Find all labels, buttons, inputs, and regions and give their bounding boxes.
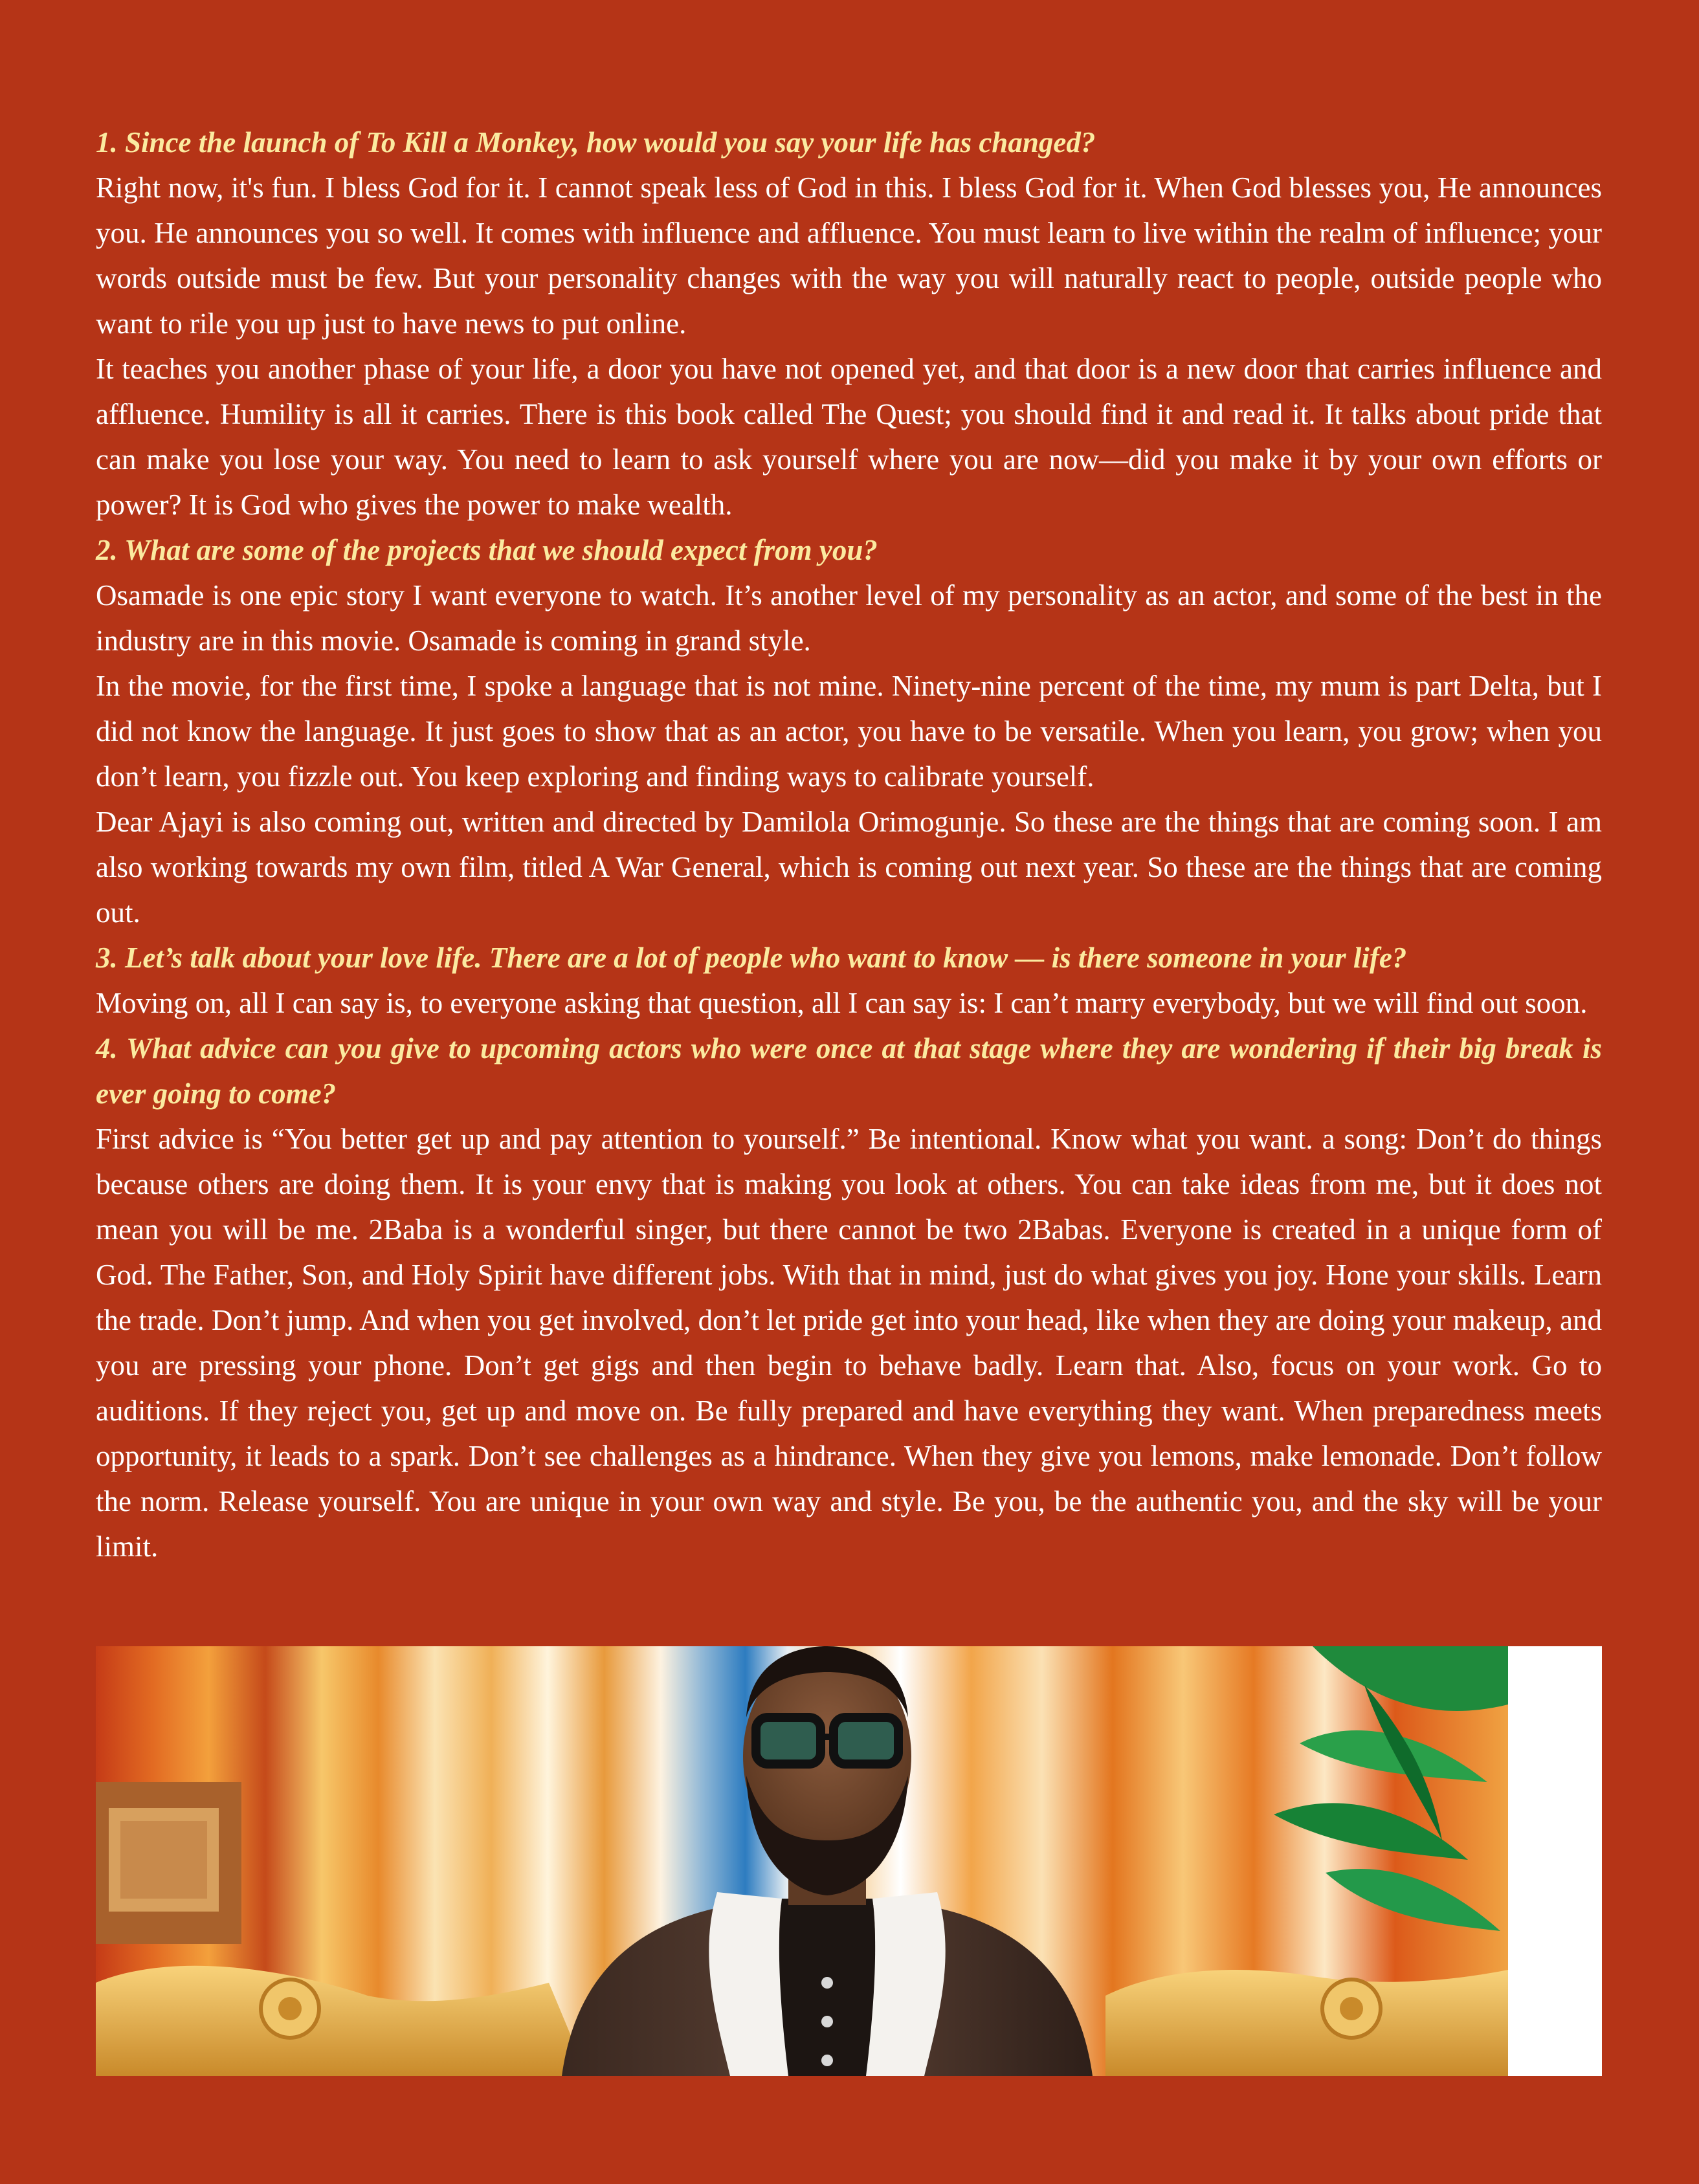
question-4: 4. What advice can you give to upcoming actors who were once at that stage where they are wondering if their big break is ever going to come? — [96, 1032, 1602, 1110]
answer-2-paragraph-1: Osamade is one epic story I want everyone to watch. It’s another level of my personality as an actor, and some of the best in the industry are in this movie. Osamade is coming in grand style. — [96, 579, 1602, 657]
answer-4-paragraph-1: First advice is “You better get up and pay attention to yourself.” Be intentional. Know what you want. a song: Don’t do things because others are doing them. It is your envy that is making you look at others. You can take ideas from me, but it does not mean you will be me. 2Baba is a wonderful singer, but there cannot be two 2Babas. Everyone is created in a unique form of God. The Father, Son, and Holy Spirit have different jobs. With that in mind, just do what gives you joy. Hone your skills. Learn the trade. Don’t jump. And when you get involved, don’t let pride get into your head, like when they are doing your makeup, and you are pressing your phone. Don’t get gigs and then begin to behave badly. Learn that. Also, focus on your work. Go to auditions. If they reject you, get up and move on. Be fully prepared and have everything they want. When preparedness meets opportunity, it leads to a spark. Don’t see challenges as a hindrance. When they give you lemons, make lemonade. Don’t follow the norm. Release yourself. You are unique in your own way and style. Be you, be the authentic you, and the sky will be your limit. — [96, 1123, 1602, 1563]
question-2: 2. What are some of the projects that we should expect from you? — [96, 534, 878, 566]
answer-3-paragraph-1: Moving on, all I can say is, to everyone asking that question, all I can say is: I can’t marry everybody, but we will find out soon. — [96, 987, 1588, 1019]
answer-1-paragraph-1: Right now, it's fun. I bless God for it. I cannot speak less of God in this. I bless God for it. When God blesses you, He announces you. He announces you so well. It comes with influence and affluence. You must learn to live within the realm of influence; your words outside must be few. But your personality changes with the way you will naturally react to people, outside people who want to rile you up just to have news to put online. — [96, 171, 1602, 340]
question-3: 3. Let’s talk about your love life. There are a lot of people who want to know — is there someone in your life? — [96, 942, 1407, 974]
answer-2-paragraph-2: In the movie, for the first time, I spoke a language that is not mine. Ninety-nine percent of the time, my mum is part Delta, but I did not know the language. It just goes to show that as an actor, you have to be versatile. When you learn, you grow; when you don’t learn, you fizzle out. You keep exploring and finding ways to calibrate yourself. — [96, 670, 1602, 793]
interview-article — [96, 120, 1602, 1569]
answer-2-paragraph-3: Dear Ajayi is also coming out, written and directed by Damilola Orimogunje. So these are the things that are coming soon. I am also working towards my own film, titled A War General, which is coming out next year. So these are the things that are coming out. — [96, 806, 1602, 929]
portrait-photo — [96, 1646, 1602, 2076]
question-1: 1. Since the launch of To Kill a Monkey, how would you say your life has changed? — [96, 126, 1096, 159]
answer-1-paragraph-2: It teaches you another phase of your life, a door you have not opened yet, and that door is a new door that carries influence and affluence. Humility is all it carries. There is this book called The Quest; you should find it and read it. It talks about pride that can make you lose your way. You need to learn to ask yourself where you are now—did you make it by your own efforts or power? It is God who gives the power to make wealth. — [96, 353, 1602, 521]
